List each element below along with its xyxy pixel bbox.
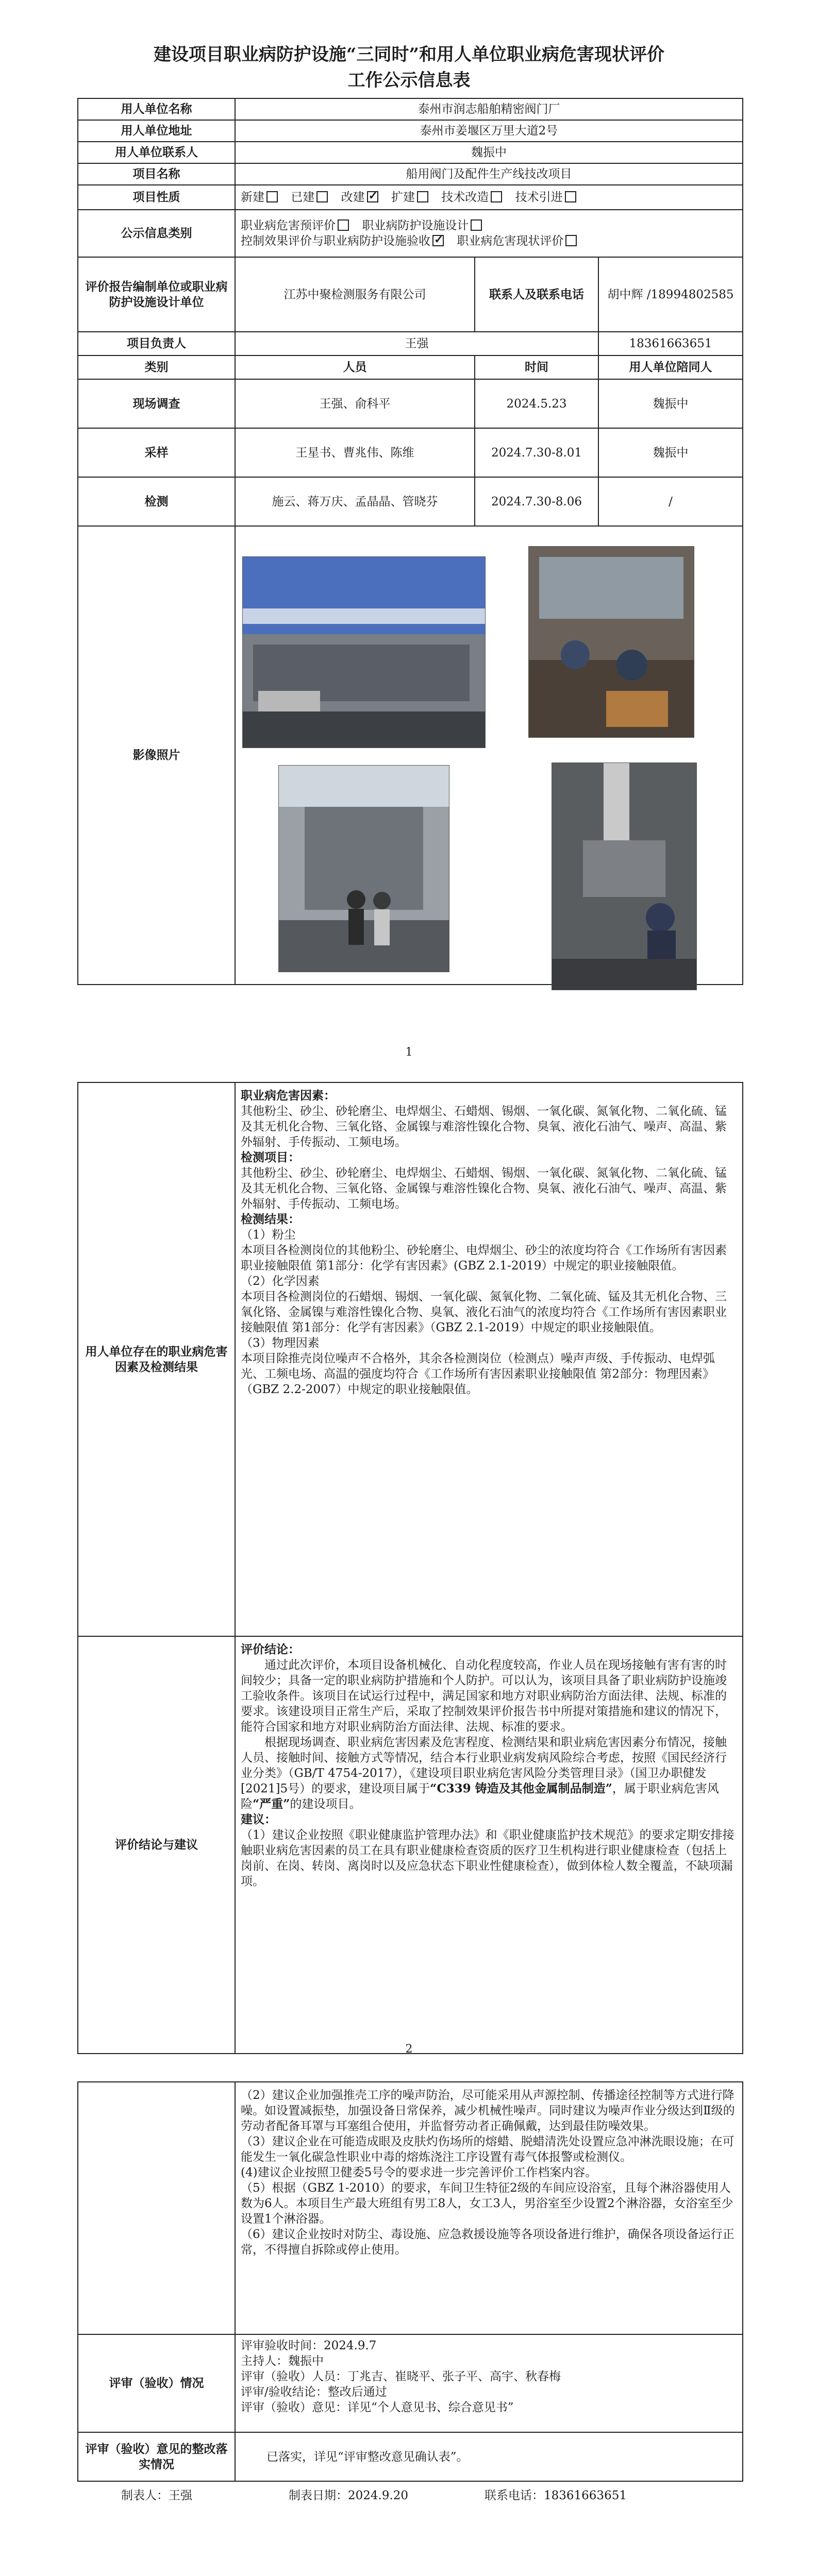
address-label: 用人单位地址 (78, 120, 235, 142)
sampling-time: 2024.7.30-8.01 (475, 428, 598, 477)
category-checkbox-2-checked (432, 235, 444, 246)
conclusion-title: 评价结论： (241, 1642, 300, 1656)
suggest-5: （5）根据（GBZ 1-2010）的要求，车间卫生特征2级的车间应设浴室，且每个淋浴器使用人数为6人。本项目生产最大班组有男工8人，女工3人，男浴室至少设置2个淋浴器，女浴室至少设置1个淋浴器。 (241, 2181, 733, 2226)
testing-personnel: 施云、蒋万庆、孟晶晶、管晓芬 (235, 477, 475, 526)
photo-staff-at-entrance (278, 765, 449, 972)
survey-personnel: 王强、俞科平 (235, 379, 475, 428)
info-table-page2 (77, 1082, 743, 2054)
conclusion-p2-mid: ，属于职业病危害风险 (241, 1782, 719, 1811)
rectify-label: 评审（验收）意见的整改落实情况 (78, 2432, 235, 2481)
chem-title: （2）化学因素 (241, 1275, 320, 1288)
project-label: 项目名称 (78, 163, 235, 185)
photo-factory-gate (242, 556, 486, 748)
footer-maker: 制表人：王强 (121, 2489, 192, 2502)
chem-text: 本项目各检测岗位的石蜡烟、锡烟、一氧化碳、氮氧化物、二氧化硫、锰及其无机化合物、三氧化铬、金属镍与难溶性镍化合物、臭氧、液化石油气的浓度均符合《工作场所有害因素职业接触限值 第1部分：化学有害因素》（GBZ 2.1-2019）中规定的职业接触限值。 (241, 1290, 727, 1334)
leader-phone: 18361663651 (598, 332, 743, 355)
hazard-content (235, 1082, 743, 1636)
phys-text: 本项目除推壳岗位噪声不合格外，其余各检测岗位（检测点）噪声声级、手传振动、电焊弧光、工频电场、高温的强度均符合《工作场所有害因素职业接触限值 第2部分：物理因素》（GBZ 2.2-2007）中规定的职业接触限值。 (241, 1352, 715, 1396)
leader-label: 项目负责人 (78, 332, 235, 355)
suggest-4: (4)建议企业按照卫健委5号令的要求进一步完善评价工作档案内容。 (241, 2166, 597, 2179)
document-title-line1: 建设项目职业病防护设施“三同时”和用人单位职业病危害现状评价 (153, 44, 665, 65)
nature-checkbox-4 (491, 191, 502, 202)
suggest-6: （6）建议企业按时对防尘、毒设施、应急救援设施等各项设备进行维护，确保各项设备运行正常，不得擅自拆除或停止使用。 (241, 2228, 734, 2257)
conclusion-p2-risk: “严重” (253, 1797, 290, 1811)
address-value: 泰州市姜堰区万里大道2号 (235, 120, 743, 142)
contact-label: 用人单位联系人 (78, 142, 235, 163)
review-label: 评审（验收）情况 (78, 2334, 235, 2432)
conclusion-paragraph-2 (241, 1735, 737, 1812)
survey-time: 2024.5.23 (475, 379, 598, 428)
suggest-3: （3）建议企业在可能造成眼及皮肤灼伤场所的熔蜡、脱蜡清洗处设置应急冲淋洗眼设施；在可能发生一氧化碳急性职业中毒的熔炼浇注工序设置有毒气体报警或检测仪。 (241, 2135, 734, 2164)
head-time: 时间 (475, 355, 598, 379)
testing-escort: / (598, 477, 743, 526)
rectify-value: 已落实，详见“评审整改意见确认表”。 (235, 2432, 743, 2481)
category-checkbox-0 (338, 219, 349, 231)
category-options (235, 210, 743, 257)
nature-option-1: 已建 (291, 191, 315, 204)
suggest-continue (235, 2082, 743, 2334)
nature-option-2: 改建 (341, 191, 365, 204)
footer-phone: 联系电话：18361663651 (485, 2489, 627, 2502)
org-contact-value: 胡中辉 /18994802585 (598, 257, 743, 332)
nature-checkbox-5 (565, 191, 576, 202)
hazard-factors-text: 其他粉尘、砂尘、砂轮磨尘、电焊烟尘、石蜡烟、锡烟、一氧化碳、氮氧化物、二氧化硫、锰及其无机化合物、三氧化铬、金属镍与难溶性镍化合物、臭氧、液化石油气、噪声、高温、紫外辐射、手传振动、工频电场。 (241, 1105, 727, 1149)
images-label: 影像照片 (78, 526, 235, 985)
sampling-label: 采样 (78, 428, 235, 477)
info-table-page3 (77, 2081, 743, 2482)
project-value: 船用阀门及配件生产线技改项目 (235, 163, 743, 185)
category-option-3: 职业病危害现状评价 (457, 234, 564, 248)
nature-checkbox-1 (316, 191, 328, 202)
nature-checkbox-3 (417, 191, 428, 202)
conclusion-p2-start: 根据现场调查、职业病危害因素及危害程度、检测结果和职业病危害因素分布情况，接触人员、接触时间、接触方式等情况，结合本行业职业病发病风险综合考虑，按照《国民经济行业分类》（GB/T 4754-2017），《建设项目职业病危害风险分类管理目录》（国卫办职健发[2021]5号）的要求，建设项目属于 (241, 1736, 727, 1795)
page-number-2: 2 (405, 2043, 413, 2056)
page-number-1: 1 (405, 1046, 413, 1059)
suggest-2: （2）建议企业加强推壳工序的噪声防治，尽可能采用从声源控制、传播途径控制等方式进行降噪。如设置减振垫，加强设备日常保养，减少机械性噪声。同时建议为噪声作业分级达到Ⅱ级的劳动者配备耳罩与耳塞组合使用，并监督劳动者正确佩戴，达到最佳防噪效果。 (241, 2089, 735, 2133)
conclusion-p2-end: 的建设项目。 (290, 1798, 361, 1811)
nature-checkbox-0 (266, 191, 278, 202)
document-title-line2: 工作公示信息表 (347, 70, 471, 91)
photo-sampling-workshop (552, 762, 697, 990)
testing-label: 检测 (78, 477, 235, 526)
category-label: 公示信息类别 (78, 210, 235, 257)
org-label: 评价报告编制单位或职业病防护设施设计单位 (78, 257, 235, 332)
head-type: 类别 (78, 355, 235, 379)
employer-value: 泰州市润志船舶精密阀门厂 (235, 98, 743, 120)
nature-checkbox-2-checked (367, 191, 378, 202)
hazard-factors-title: 职业病危害因素： (241, 1089, 336, 1103)
contact-value: 魏振中 (235, 142, 743, 163)
dust-title: （1）粉尘 (241, 1228, 296, 1242)
conclusion-label: 评价结论与建议 (78, 1636, 235, 2054)
suggest-1: （1）建议企业按照《职业健康监护管理办法》和《职业健康监护技术规范》的要求定期安排接触职业病危害因素的员工在具有职业健康检查资质的医疗卫生机构进行职业健康检查（包括上岗前、在岗、转岗、离岗时以及应急状态下职业性健康检查），做到体检人数全覆盖，不缺项漏项。 (241, 1828, 734, 1888)
conclusion-content (235, 1636, 743, 2054)
employer-label: 用人单位名称 (78, 98, 235, 120)
suggest-title: 建议： (241, 1812, 276, 1826)
survey-label: 现场调查 (78, 379, 235, 428)
category-option-1: 职业病防护设施设计 (362, 219, 469, 232)
review-content (235, 2334, 743, 2432)
conclusion-paragraph-1: 通过此次评价，本项目设备机械化、自动化程度较高，作业人员在现场接触有害有害的时间较少；具备一定的职业病防护措施和个人防护。可以认为，该项目具备了职业病防护设施竣工验收条件。该项目在试运行过程中，满足国家和地方对职业病防治方面法律、法规、标准的要求。该建设项目正常生产后，采取了控制效果评价报告书中所提对策措施和建议的情况下，能符合国家和地方对职业病防治方面法律、法规、标准的要求。 (241, 1658, 727, 1734)
nature-label: 项目性质 (78, 185, 235, 210)
category-checkbox-1 (471, 219, 482, 231)
org-contact-label: 联系人及联系电话 (475, 257, 598, 332)
org-value: 江苏中聚检测服务有限公司 (235, 257, 475, 332)
dust-text: 本项目各检测岗位的其他粉尘、砂轮磨尘、电焊烟尘、砂尘的浓度均符合《工作场所有害因素职业接触限值 第1部分：化学有害因素》(GBZ 2.1-2019）中规定的职业接触限值。 (241, 1244, 727, 1273)
hazard-label: 用人单位存在的职业病危害因素及检测结果 (78, 1082, 235, 1636)
test-items-text: 其他粉尘、砂尘、砂轮磨尘、电焊烟尘、石蜡烟、锡烟、一氧化碳、氮氧化物、二氧化硫、锰及其无机化合物、三氧化铬、金属镍与难溶性镍化合物、臭氧、液化石油气、噪声、高温、紫外辐射、手传振动、工频电场。 (241, 1166, 727, 1211)
test-items-title: 检测项目： (241, 1150, 300, 1164)
category-option-2: 控制效果评价与职业病防护设施验收 (241, 234, 430, 248)
review-conclusion: 评审/验收结论：整改后通过 (241, 2385, 387, 2399)
review-opinion: 评审（验收）意见：详见“个人意见书、综合意见书” (241, 2401, 514, 2414)
category-option-0: 职业病危害预评价 (241, 219, 336, 232)
review-time: 评审验收时间：2024.9.7 (241, 2339, 377, 2352)
phys-title: （3）物理因素 (241, 1336, 320, 1350)
testing-time: 2024.7.30-8.06 (475, 477, 598, 526)
nature-option-0: 新建 (241, 191, 264, 204)
conclusion-p2-industry: “C339 铸造及其他金属制品制造” (430, 1782, 612, 1795)
review-host: 主持人：魏振中 (241, 2354, 324, 2368)
head-personnel: 人员 (235, 355, 475, 379)
results-title: 检测结果： (241, 1212, 300, 1226)
review-experts: 评审（验收）人员：丁兆吉、崔晓平、张子平、高宇、秋春梅 (241, 2370, 561, 2383)
sampling-escort: 魏振中 (598, 428, 743, 477)
nature-option-3: 扩建 (391, 191, 415, 204)
nature-option-5: 技术引进 (515, 191, 563, 204)
nature-options (235, 185, 743, 210)
category-checkbox-3 (565, 235, 577, 246)
head-escort: 用人单位陪同人 (598, 355, 743, 379)
nature-option-4: 技术改造 (441, 191, 489, 204)
photo-workers-floor (528, 546, 694, 738)
suggest-continue-blank (78, 2082, 235, 2334)
leader-value: 王强 (235, 332, 598, 355)
sampling-personnel: 王星书、曹兆伟、陈维 (235, 428, 475, 477)
footer-date: 制表日期：2024.9.20 (289, 2489, 409, 2502)
survey-escort: 魏振中 (598, 379, 743, 428)
